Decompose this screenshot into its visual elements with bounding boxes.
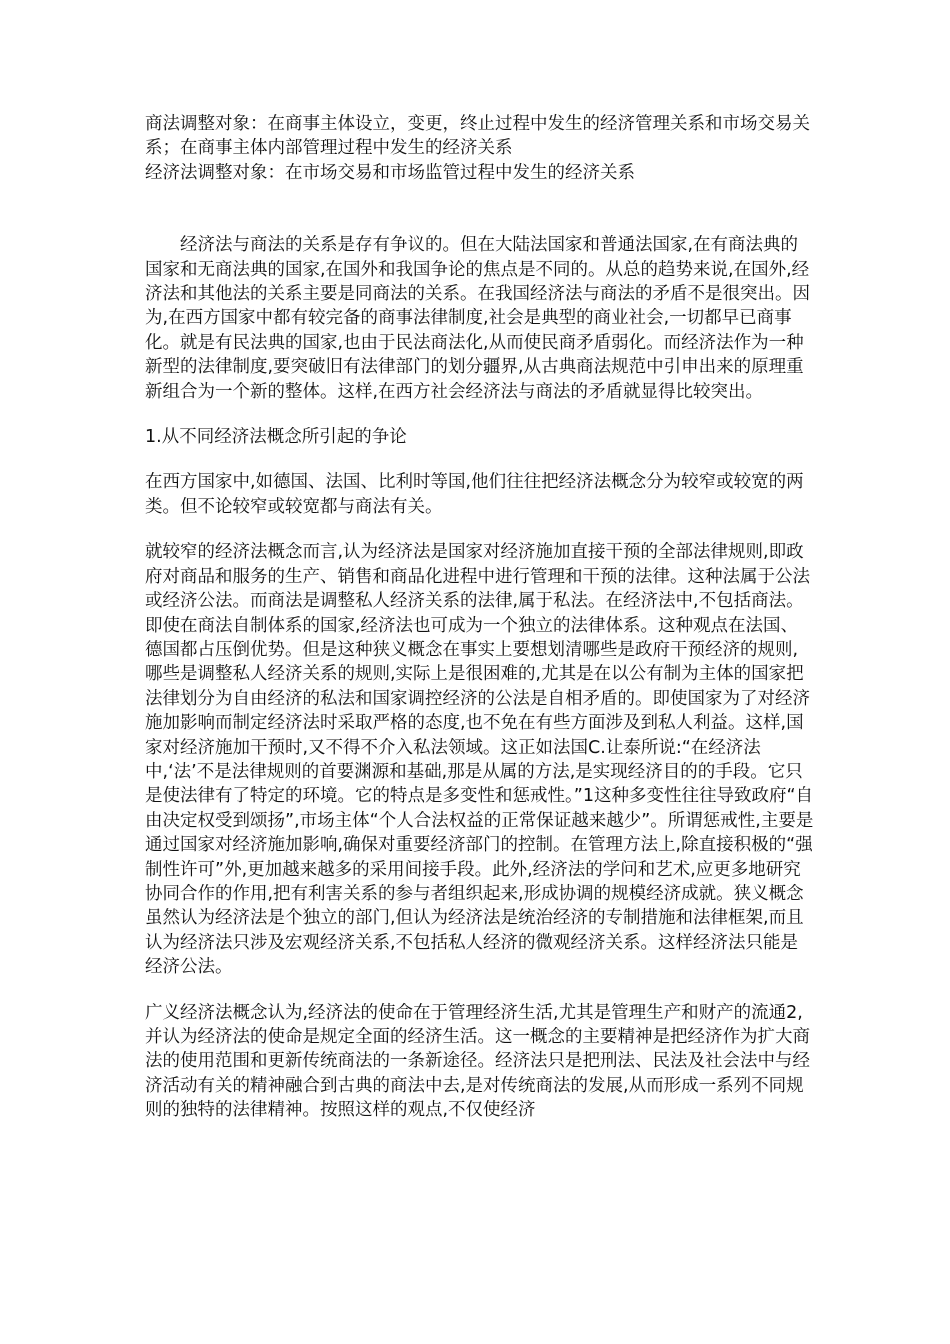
broad-concept-paragraph: 广义经济法概念认为,经济法的使命在于管理经济生活,尤其是管理生产和财产的流通2,并认为经济法的使命是规定全面的经济生活。这一概念的主要精神是把经济作为扩大商法的使用范围和更新传统商法的一条新途径。经济法只是把刑法、民法及社会法中与经济活动有关的精神融合到古典的商法中去,是对传统商法的发展,从而形成一系列不同规则的独特的法律精神。按照这样的观点,不仅使经济 <box>145 1002 810 1121</box>
section-heading: 1.从不同经济法概念所引起的争论 <box>145 427 407 448</box>
intro-paragraph: 经济法与商法的关系是存有争议的。但在大陆法国家和普通法国家,在有商法典的国家和无商法典的国家,在国外和我国争论的焦点是不同的。从总的趋势来说,在国外,经济法和其他法的关系主要是同商法的关系。在我国经济法与商法的矛盾不是很突出。因为,在西方国家中都有较完备的商事法律制度,社会是典型的商业社会,一切都早已商事化。就是有民法典的国家,也由于民法商法化,从而使民商矛盾弱化。而经济法作为一种新型的法律制度,要突破旧有法律部门的划分疆界,从古典商法规范中引申出来的原理重新组合为一个新的整体。这样,在西方社会经济法与商法的矛盾就显得比较突出。 <box>145 235 810 402</box>
definition-notes <box>145 112 815 185</box>
west-countries-paragraph: 在西方国家中,如德国、法国、比利时等国,他们往往把经济法概念分为较窄或较宽的两类。但不论较窄或较宽都与商法有关。 <box>145 472 804 517</box>
economic-law-definition: 经济法调整对象：在市场交易和市场监管过程中发生的经济关系 <box>145 162 635 183</box>
document-body <box>145 112 815 1123</box>
narrow-concept-paragraph: 就较窄的经济法概念而言,认为经济法是国家对经济施加直接干预的全部法律规则,即政府对商品和服务的生产、销售和商品化进程中进行管理和干预的法律。这种法属于公法或经济公法。而商法是调整私人经济关系的法律,属于私法。在经济法中,不包括商法。即使在商法自制体系的国家,经济法也可成为一个独立的法律体系。这种观点在法国、德国都占压倒优势。但是这种狭义概念在事实上要想划清哪些是政府干预经济的规则,哪些是调整私人经济关系的规则,实际上是很困难的,尤其是在以公有制为主体的国家把法律划分为自由经济的私法和国家调控经济的公法是自相矛盾的。即使国家为了对经济施加影响而制定经济法时采取严格的态度,也不免在有些方面涉及到私人利益。这样,国家对经济施加干预时,又不得不介入私法领域。这正如法国C.让泰所说:“在经济法中,‘法’不是法律规则的首要渊源和基础,那是从属的方法,是实现经济目的的手段。它只是使法律有了特定的环境。它的特点是多变性和惩戒性。”1这种多变性往往导致政府“自由决定权受到颂扬”,市场主体“个人合法权益的正常保证越来越少”。所谓惩戒性,主要是通过国家对经济施加影响,确保对重要经济部门的控制。在管理方法上,除直接积极的“强制性许可”外,更加越来越多的采用间接手段。此外,经济法的学问和艺术,应更多地研究协同合作的作用,把有利害关系的参与者组织起来,形成协调的规模经济成就。狭义概念虽然认为经济法是个独立的部门,但认为经济法是统治经济的专制措施和法律框架,而且认为经济法只涉及宏观经济关系,不包括私人经济的微观经济关系。这样经济法只能是经济公法。 <box>145 542 814 978</box>
commercial-law-definition: 商法调整对象：在商事主体设立，变更，终止过程中发生的经济管理关系和市场交易关系；在商事主体内部管理过程中发生的经济关系 <box>145 114 810 159</box>
